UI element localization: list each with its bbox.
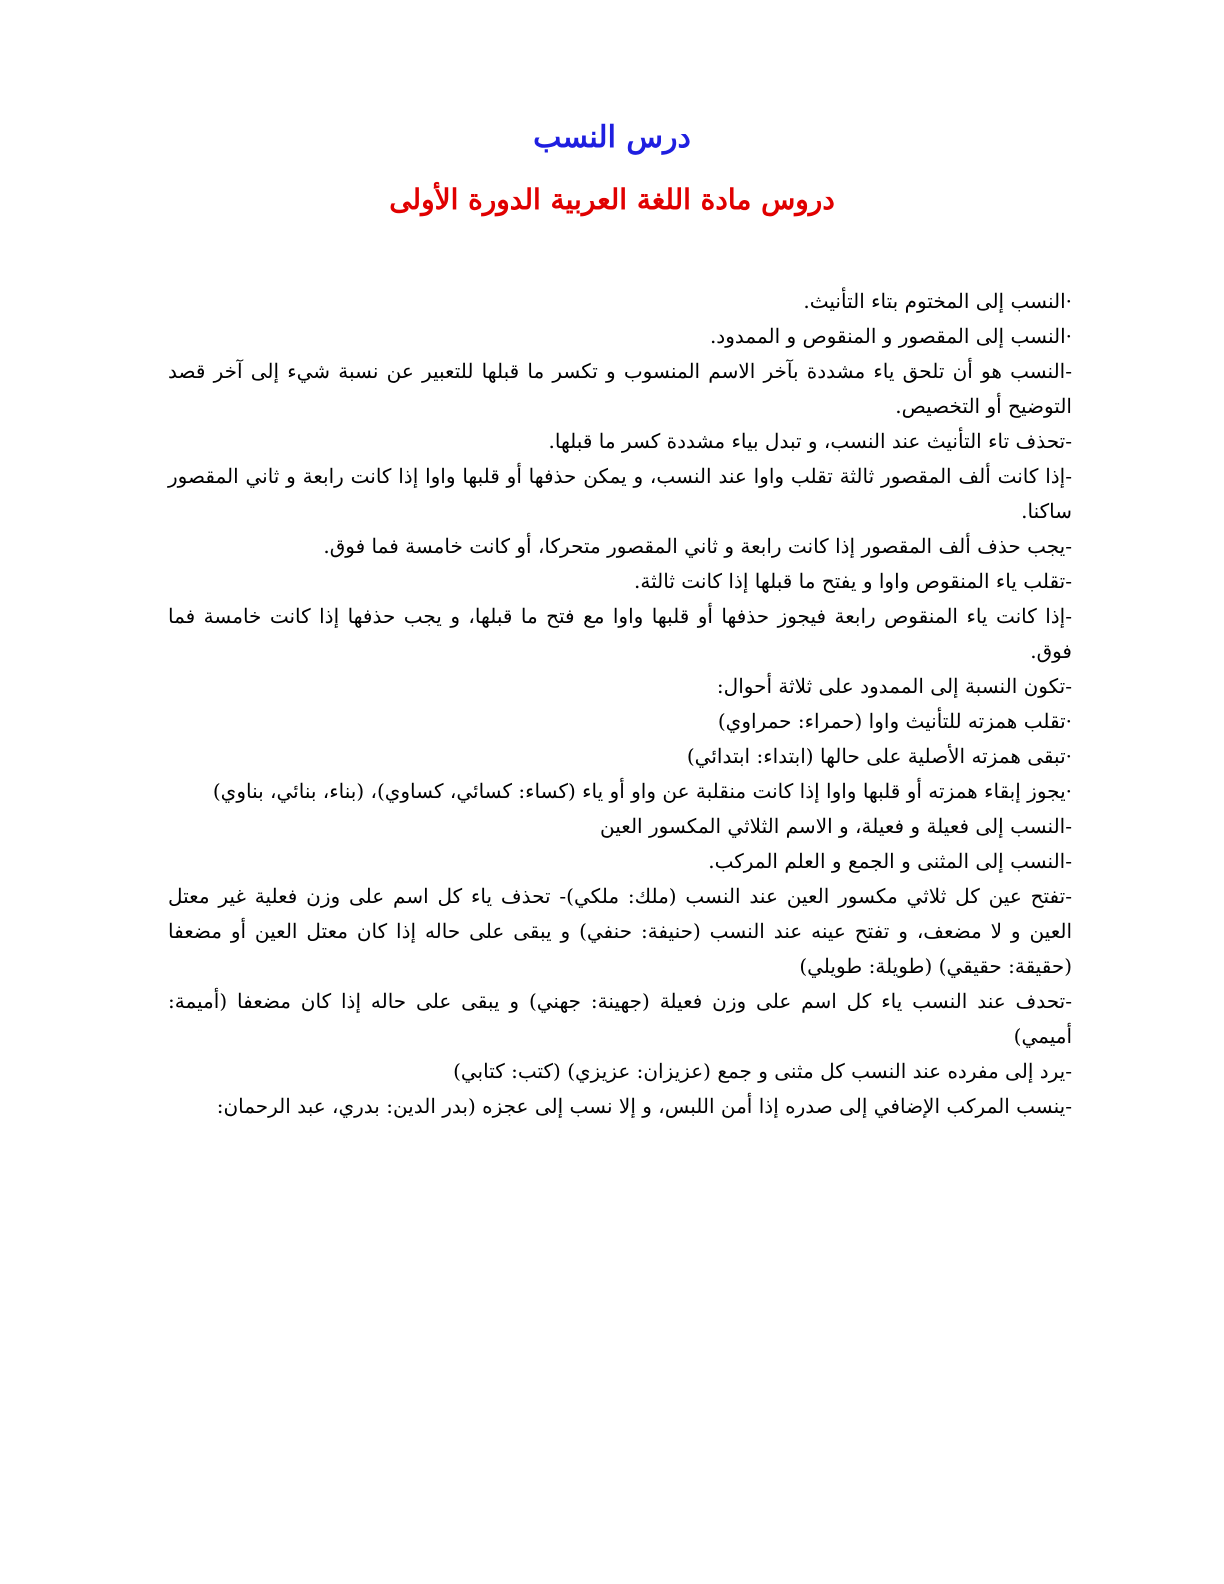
paragraph: -ينسب المركب الإضافي إلى صدره إذا أمن اللبس، و إلا نسب إلى عجزه (بدر الدين: بدري، عبد الرحمان: xyxy=(216,1094,1072,1118)
paragraph: -تفتح عين كل ثلاثي مكسور العين عند النسب (ملك: ملكي)- تحذف ياء كل اسم على وزن فعلية غير معتل العين و لا مضعف، و تفتح عينه عند النسب (حنيفة: حنفي) و يبقى على حاله إذا كان معتل العين أو مضعفا (حقيقة: حقيقي) (طويلة: طويلي) xyxy=(168,884,1072,978)
paragraph: ·النسب إلى المختوم بتاء التأنيث. xyxy=(803,289,1072,313)
paragraph: -النسب إلى المثنى و الجمع و العلم المركب. xyxy=(708,849,1072,873)
paragraph: -النسب إلى فعيلة و فعيلة، و الاسم الثلاثي المكسور العين xyxy=(600,814,1072,838)
paragraph: -تكون النسبة إلى الممدود على ثلاثة أحوال: xyxy=(716,674,1072,698)
paragraph: -إذا كانت ألف المقصور ثالثة تقلب واوا عند النسب، و يمكن حذفها أو قلبها واوا إذا كانت رابعة و ثاني المقصور ساكنا. xyxy=(168,464,1072,523)
paragraph: -تحدف عند النسب ياء كل اسم على وزن فعيلة (جهينة: جهني) و يبقى على حاله إذا كان مضعفا (أميمة: أميمي) xyxy=(168,989,1072,1048)
paragraph: ·تقلب همزته للتأنيث واوا (حمراء: حمراوي) xyxy=(717,709,1072,733)
paragraph: -تقلب ياء المنقوص واوا و يفتح ما قبلها إذا كانت ثالثة. xyxy=(634,569,1072,593)
page-title: درس النسب xyxy=(533,120,691,155)
paragraph: -تحذف تاء التأنيث عند النسب، و تبدل بياء مشددة كسر ما قبلها. xyxy=(548,429,1072,453)
paragraph: -النسب هو أن تلحق ياء مشددة بآخر الاسم المنسوب و تكسر ما قبلها للتعبير عن نسبة شيء إلى آخر قصد التوضيح أو التخصيص. xyxy=(168,359,1072,418)
paragraph: ·تبقى همزته الأصلية على حالها (ابتداء: ابتدائي) xyxy=(686,744,1072,768)
paragraph: -يرد إلى مفرده عند النسب كل مثنى و جمع (عزيزان: عزيزي) (كتب: كتابي) xyxy=(453,1059,1072,1083)
paragraph: -إذا كانت ياء المنقوص رابعة فيجوز حذفها أو قلبها واوا مع فتح ما قبلها، و يجب حذفها إذا كانت خامسة فما فوق. xyxy=(168,604,1072,663)
paragraph: -يجب حذف ألف المقصور إذا كانت رابعة و ثاني المقصور متحركا، أو كانت خامسة فما فوق. xyxy=(323,534,1072,558)
paragraph: ·يجوز إبقاء همزته أو قلبها واوا إذا كانت منقلبة عن واو أو ياء (كساء: كسائي، كساوي)، (بناء، بنائي، بناوي) xyxy=(212,779,1072,803)
lesson-body xyxy=(168,284,1072,1124)
page-subtitle: دروس مادة اللغة العربية الدورة الأولى xyxy=(389,183,835,216)
paragraph: ·النسب إلى المقصور و المنقوص و الممدود. xyxy=(709,324,1072,348)
